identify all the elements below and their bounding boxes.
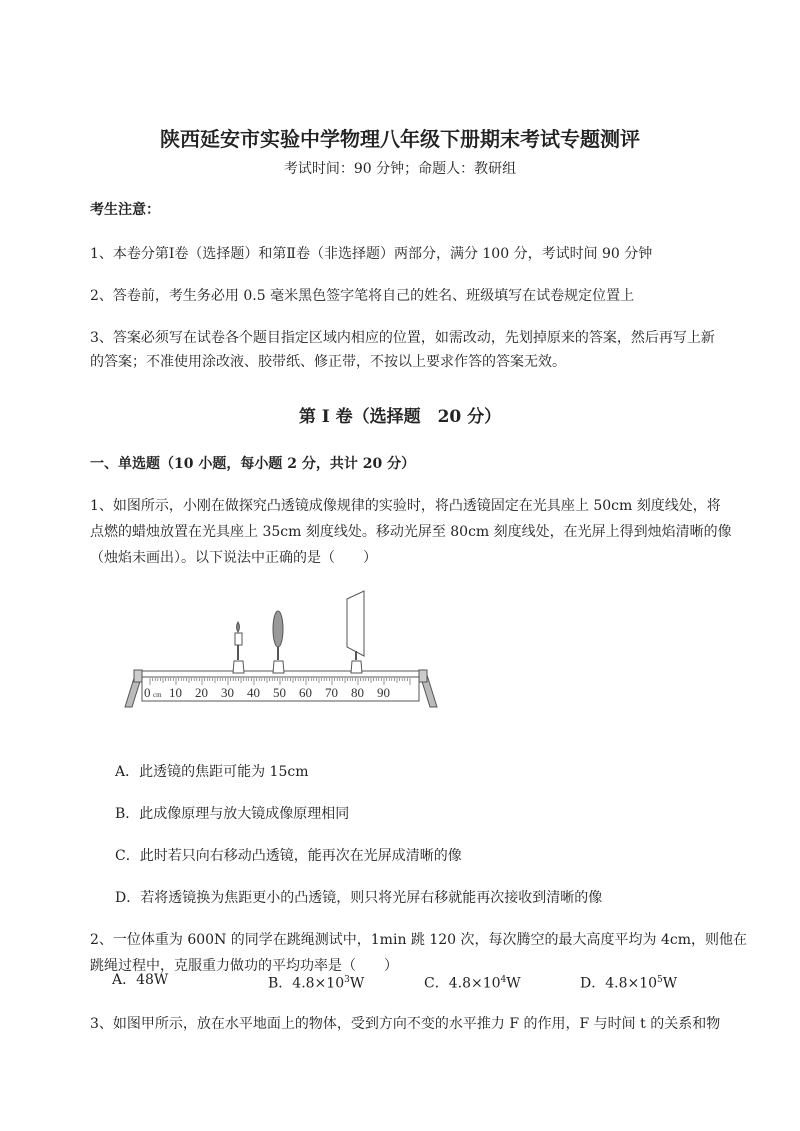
notice-item: 3、答案必须写在试卷各个题目指定区域内相应的位置，如需改动，先划掉原来的答案，然后再写上新 bbox=[90, 330, 715, 346]
option-b bbox=[268, 970, 364, 994]
page-title: 陕西延安市实验中学物理八年级下册期末考试专题测评 bbox=[160, 127, 640, 151]
unit: W bbox=[506, 975, 521, 992]
exam-subtitle: 考试时间：90 分钟；命题人：教研组 bbox=[283, 161, 517, 177]
question-text: 跳绳过程中，克服重力做功的平均功率是（ ） bbox=[90, 958, 398, 974]
option-d bbox=[580, 970, 677, 994]
question-text: 2、一位体重为 600N 的同学在跳绳测试中，1min 跳 120 次，每次腾空的最大高度平均为 4cm，则他在 bbox=[90, 932, 747, 948]
option-label: C．4.8×10 bbox=[424, 975, 501, 992]
section-title: 第 I 卷（选择题 20 分） bbox=[298, 407, 502, 427]
scale-label: 40 bbox=[247, 685, 260, 700]
question-text: 点燃的蜡烛放置在光具座上 35cm 刻度线处。移动光屏至 80cm 刻度线处，在光屏上得到烛焰清晰的像 bbox=[90, 524, 732, 540]
unit: W bbox=[662, 975, 678, 992]
option-b: B．此成像原理与放大镜成像原理相同 bbox=[115, 806, 350, 822]
scale-label: 80 bbox=[351, 685, 364, 700]
scale-label: 30 bbox=[221, 685, 234, 700]
scale-label: 50 bbox=[273, 685, 286, 700]
notice-item: 1、本卷分第I卷（选择题）和第Ⅱ卷（非选择题）两部分，满分 100 分，考试时间 90 分钟 bbox=[90, 246, 653, 262]
question-text: 1、如图所示，小刚在做探究凸透镜成像规律的实验时，将凸透镜固定在光具座上 50cm 刻度线处，将 bbox=[90, 498, 721, 514]
option-d: D．若将透镜换为焦距更小的凸透镜，则只将光屏右移就能再次接收到清晰的像 bbox=[115, 890, 603, 906]
option-label: B．4.8×10 bbox=[268, 975, 345, 992]
option-label: A．48W bbox=[112, 972, 169, 988]
option-c bbox=[424, 970, 521, 994]
optical-bench-figure bbox=[120, 585, 440, 715]
scale-label: 60 bbox=[299, 685, 312, 700]
option-a bbox=[112, 970, 168, 990]
scale-label: cm bbox=[153, 691, 162, 699]
question-text: 3、如图甲所示，放在水平地面上的物体，受到方向不变的水平推力 F 的作用，F 与时间 t 的关系和物 bbox=[90, 1016, 721, 1032]
unit: W bbox=[349, 975, 365, 992]
exponent: 5 bbox=[657, 975, 663, 985]
question-text: （烛焰未画出）。以下说法中正确的是（ ） bbox=[90, 550, 377, 566]
scale-label: 90 bbox=[377, 685, 390, 700]
part-heading: 一、单选题（10 小题，每小题 2 分，共计 20 分） bbox=[90, 456, 416, 472]
option-a: A．此透镜的焦距可能为 15cm bbox=[115, 764, 309, 780]
option-label: D．4.8×10 bbox=[580, 975, 658, 992]
notice-heading: 考生注意： bbox=[90, 202, 160, 218]
scale-label: 0 bbox=[144, 685, 151, 700]
exponent: 4 bbox=[500, 975, 507, 985]
option-c: C．此时若只向右移动凸透镜，能再次在光屏成清晰的像 bbox=[115, 848, 462, 864]
scale-label: 10 bbox=[169, 685, 182, 700]
notice-item: 2、答卷前，考生务必用 0.5 毫米黑色签字笔将自己的姓名、班级填写在试卷规定位置上 bbox=[90, 288, 635, 304]
exponent: 3 bbox=[344, 975, 350, 985]
notice-item: 的答案；不准使用涂改液、胶带纸、修正带，不按以上要求作答的答案无效。 bbox=[90, 354, 566, 370]
scale-label: 70 bbox=[325, 685, 338, 700]
scale-label: 20 bbox=[195, 685, 208, 700]
